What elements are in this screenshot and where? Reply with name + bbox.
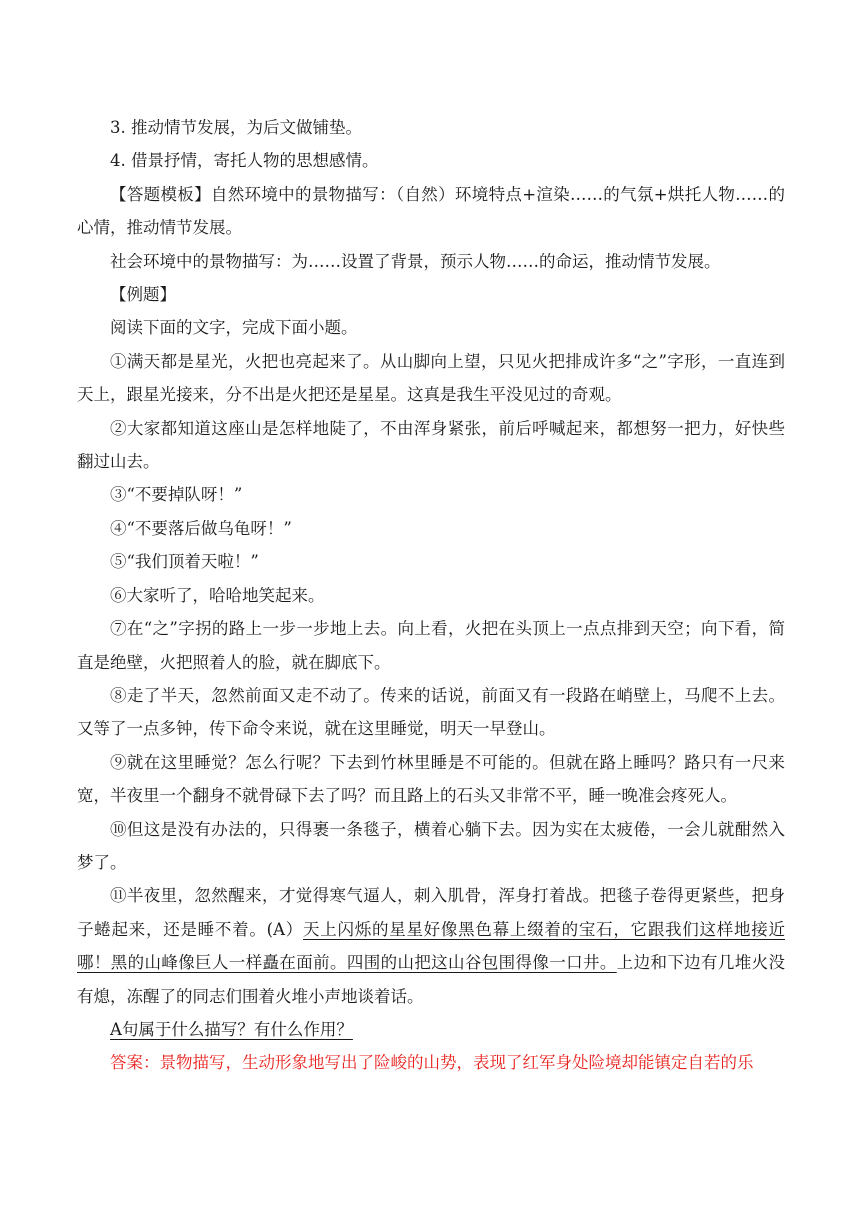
- paragraph-7: ⑦在“之”字拐的路上一步一步地上去。向上看，火把在头顶上一点点排到天空；向下看，简直是绝壁，火把照着人的脸，就在脚底下。: [77, 619, 785, 672]
- answer-text: 答案：景物描写，生动形象地写出了险峻的山势，表现了红军身处险境却能镇定自若的乐: [110, 1053, 754, 1073]
- paragraph-social-environment: 社会环境中的景物描写：为……设置了背景，预示人物……的命运，推动情节发展。: [110, 251, 721, 271]
- paragraph-11-after: 上边和下边有几堆火没有熄，冻醒了的同志们围着火堆小声地谈着话。: [77, 953, 786, 1006]
- paragraph-6: ⑥大家听了，哈哈地笑起来。: [110, 585, 325, 605]
- paragraph-8: ⑧走了半天，忽然前面又走不动了。传来的话说，前面又有一段路在峭壁上，马爬不上去。又等了一点多钟，传下命令来说，就在这里睡觉，明天一早登山。: [77, 685, 785, 739]
- paragraph-1: ①满天都是星光，火把也亮起来了。从山脚向上望，只见火把排成许多“之”字形，一直连到天上，跟星光接来，分不出是火把还是星星。这真是我生平没见过的奇观。: [77, 351, 785, 405]
- paragraph-instruction: 阅读下面的文字，完成下面小题。: [110, 318, 358, 338]
- paragraph-11-before: ⑪半夜里，忽然醒来，才觉得寒气逼人，刺入肌骨，浑身打着战。把毯子卷得更紧些，把身子蜷起来，还是睡不着。(A）: [77, 886, 785, 939]
- question-a-text: A句属于什么描写？有什么作用？: [110, 1019, 353, 1039]
- paragraph-2: ②大家都知道这座山是怎样地陡了，不由浑身紧张，前后呼喊起来，都想努一把力，好快些翻过山去。: [77, 418, 785, 472]
- paragraph-answer-template: 【答题模板】自然环境中的景物描写：（自然）环境特点+渲染……的气氛+烘托人物……的心情，推动情节发展。: [77, 184, 785, 238]
- paragraph-point-4: 4. 借景抒情，寄托人物的思想感情。: [110, 151, 379, 171]
- paragraph-11: [77, 879, 785, 1013]
- paragraph-point-3: 3. 推动情节发展，为后文做铺垫。: [110, 118, 362, 137]
- paragraph-example-heading: 【例题】: [110, 285, 176, 305]
- paragraph-5: ⑤“我们顶着天啦！”: [110, 552, 259, 572]
- document-body: [77, 111, 785, 1080]
- sentence-a-underlined: 天上闪烁的星星好像黑色幕上缀着的宝石，它跟我们这样地接近哪！黑的山峰像巨人一样矗在面前。四围的山把这山谷包围得像一口井。: [77, 919, 786, 973]
- paragraph-3: ③“不要掉队呀！”: [110, 485, 243, 505]
- paragraph-10: ⑩但这是没有办法的，只得裹一条毯子，横着心躺下去。因为实在太疲倦，一会儿就酣然入梦了。: [77, 819, 785, 872]
- paragraph-9: ⑨就在这里睡觉？怎么行呢？下去到竹林里睡是不可能的。但就在路上睡吗？路只有一尺来宽，半夜里一个翻身不就骨碌下去了吗？而且路上的石头又非常不平，睡一晚准会疼死人。: [77, 752, 785, 806]
- paragraph-4: ④“不要落后做乌龟呀！”: [110, 518, 292, 538]
- question-a: [77, 1013, 785, 1046]
